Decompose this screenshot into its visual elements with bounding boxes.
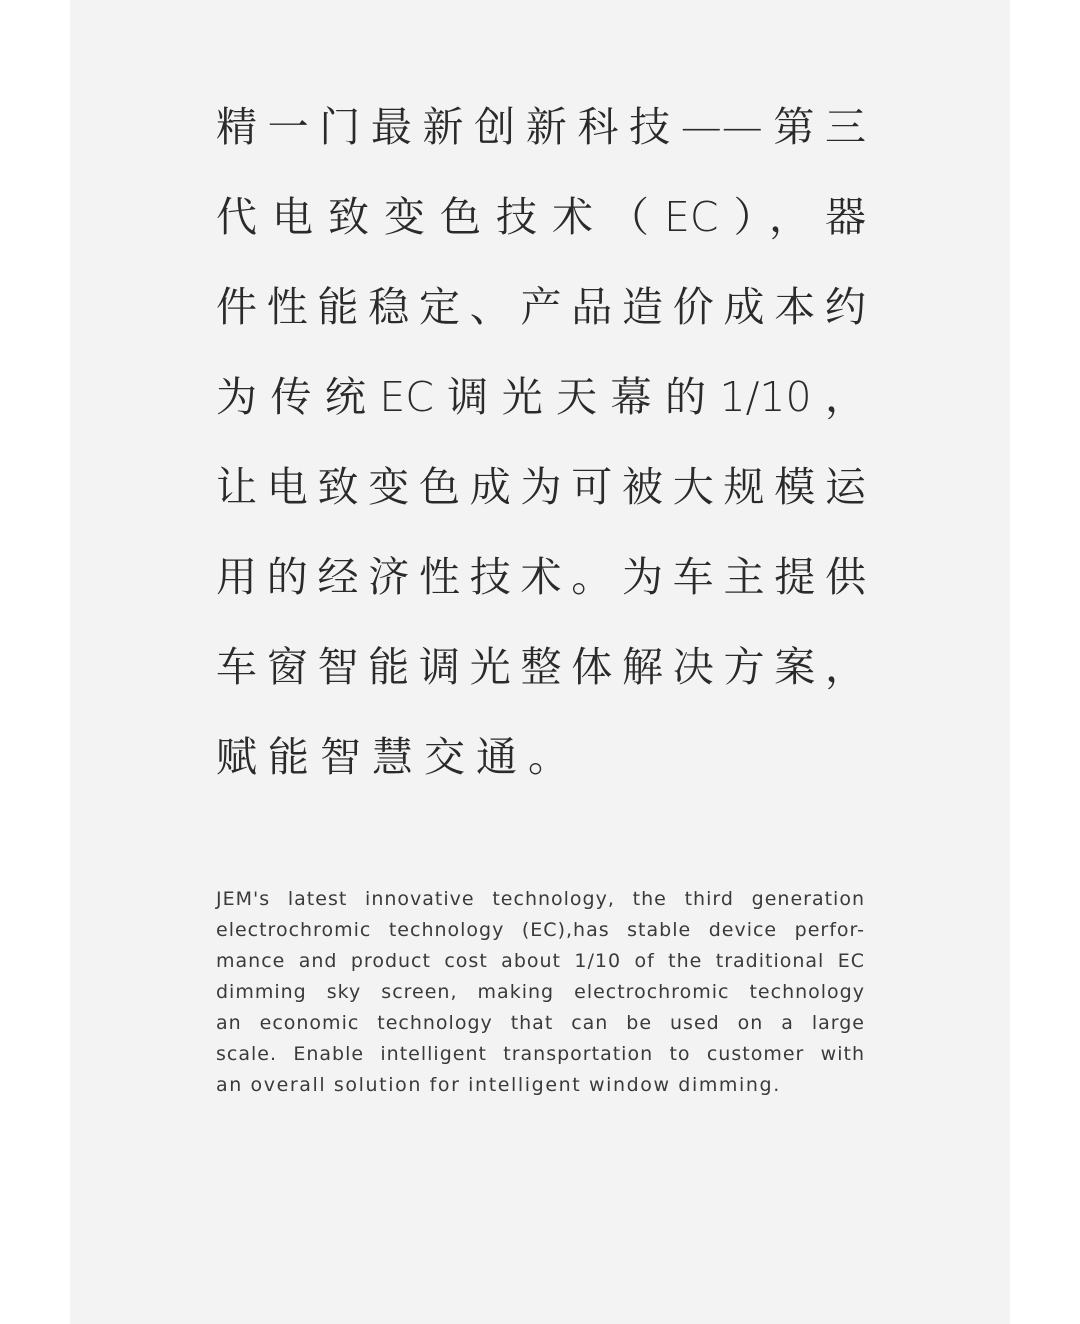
chinese-line: 代电致变色技术（EC），器 [216,193,866,241]
english-line: electrochromic technology (EC),has stable device perfor- [216,919,865,941]
chinese-line: 赋能智慧交通。 [216,733,580,781]
chinese-line: 用的经济性技术。为车主提供 [216,553,866,601]
chinese-line: 车窗智能调光整体解决方案， [216,643,866,691]
chinese-line: 精一门最新创新科技——第三 [216,103,866,151]
english-line: scale. Enable intelligent transportation to customer with [216,1043,865,1065]
english-line: an overall solution for intelligent window dimming. [216,1074,781,1096]
chinese-line: 件性能稳定、产品造价成本约 [216,283,866,331]
english-line: dimming sky screen, making electrochromic technology [216,981,865,1003]
english-line: JEM's latest innovative technology, the third generation [216,888,865,910]
english-paragraph [216,884,865,1101]
english-line: an economic technology that can be used on a large [216,1012,865,1034]
chinese-paragraph [216,82,866,802]
chinese-line: 为传统EC调光天幕的1/10， [216,373,866,421]
chinese-line: 让电致变色成为可被大规模运 [216,463,866,511]
english-line: mance and product cost about 1/10 of the traditional EC [216,950,865,972]
